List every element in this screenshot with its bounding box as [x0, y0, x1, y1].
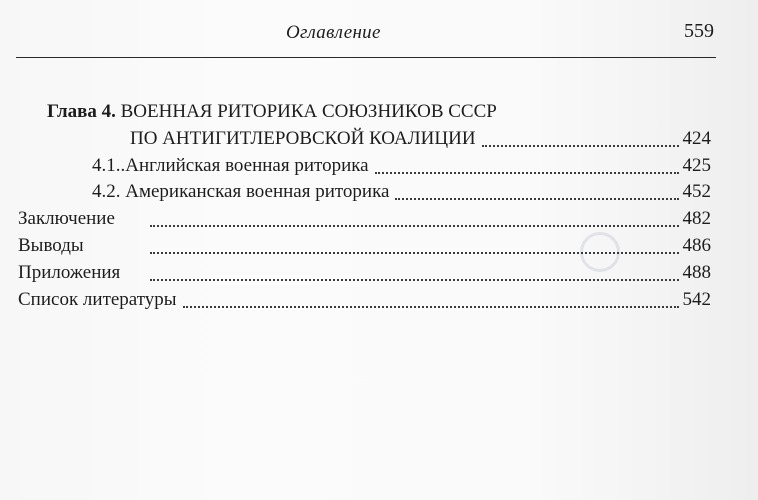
- dot-leader: [150, 225, 679, 227]
- toc-chapter-title-row[interactable]: [130, 127, 711, 151]
- dot-leader: [375, 172, 679, 174]
- dot-leader: [183, 306, 679, 308]
- toc-entry[interactable]: [18, 207, 711, 231]
- entry-label: Заключение: [18, 208, 115, 229]
- toc-entry[interactable]: [92, 180, 711, 204]
- chapter-title-line1: ВОЕННАЯ РИТОРИКА СОЮЗНИКОВ СССР: [120, 101, 497, 122]
- toc-entry[interactable]: [92, 154, 711, 178]
- dot-leader: [150, 279, 679, 281]
- toc-chapter-heading: [47, 100, 707, 124]
- page-number: 452: [682, 181, 711, 202]
- entry-label: 4.1..Английская военная риторика: [92, 155, 369, 176]
- entry-label: Выводы: [18, 235, 84, 256]
- page-number: 542: [682, 289, 711, 310]
- entry-label: Список литературы: [18, 289, 177, 310]
- toc-entry[interactable]: [18, 234, 711, 258]
- dot-leader: [150, 252, 679, 254]
- chapter-title-line2: ПО АНТИГИТЛЕРОВСКОЙ КОАЛИЦИИ: [130, 128, 476, 149]
- page-number: 425: [682, 155, 711, 176]
- page-number: 488: [682, 262, 711, 283]
- page-number: 482: [682, 208, 711, 229]
- toc-entry[interactable]: [18, 261, 711, 285]
- page-number: 424: [682, 128, 711, 149]
- page-number: 486: [682, 235, 711, 256]
- header-page-number: 559: [684, 20, 714, 42]
- chapter-label: Глава 4.: [47, 101, 116, 122]
- entry-label: Приложения: [18, 262, 121, 283]
- header-title: Оглавление: [286, 22, 381, 43]
- dot-leader: [482, 145, 679, 147]
- dot-leader: [395, 198, 678, 200]
- entry-label: 4.2. Американская военная риторика: [92, 181, 390, 202]
- toc-entry[interactable]: [18, 288, 711, 312]
